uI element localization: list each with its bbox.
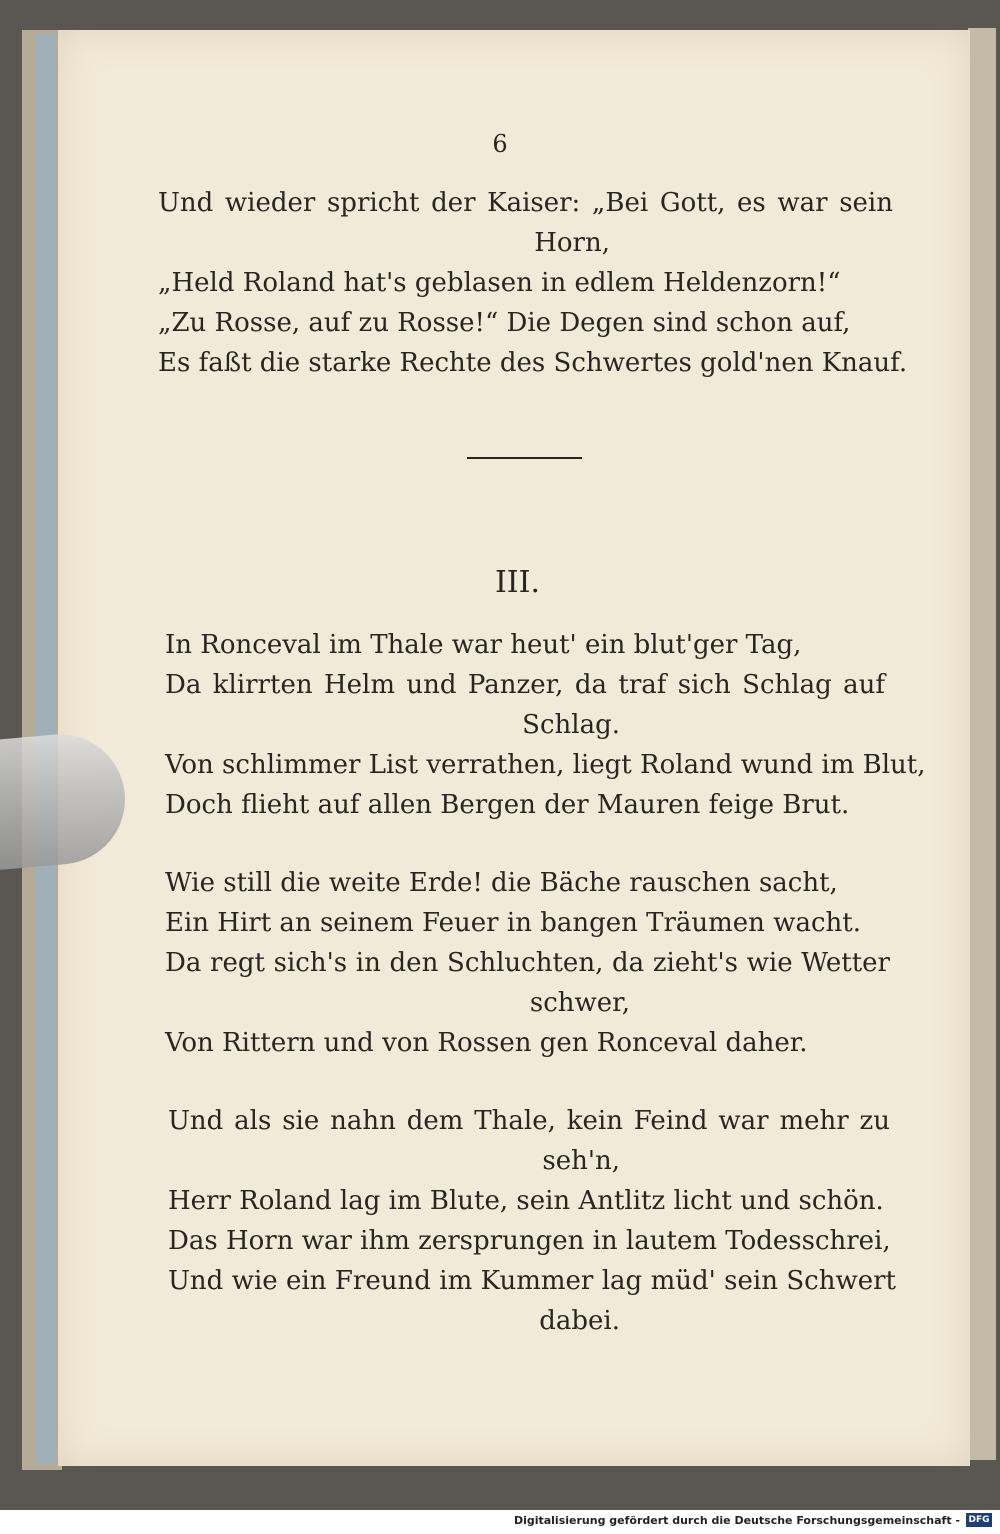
poem-line: Doch flieht auf allen Bergen der Mauren feige Brut. (165, 790, 850, 820)
digitization-credit: Digitalisierung gefördert durch die Deutsche Forschungsgemeinschaft - (513, 1514, 960, 1527)
poem-line: Von schlimmer List verrathen, liegt Roland wund im Blut, (165, 750, 926, 780)
poem-line-continuation: dabei. (539, 1306, 620, 1336)
poem-line: Da klirrten Helm und Panzer, da traf sich Schlag auf (165, 670, 885, 700)
poem-line: Und wieder spricht der Kaiser: „Bei Gott, es war sein (158, 188, 893, 218)
dfg-logo-icon: DFG (966, 1513, 992, 1527)
poem-line: Da regt sich's in den Schluchten, da zieht's wie Wetter (165, 948, 890, 978)
poem-line: Wie still die weite Erde! die Bäche rauschen sacht, (165, 868, 838, 898)
poem-line-continuation: Schlag. (522, 710, 620, 740)
poem-line-continuation: seh'n, (542, 1146, 620, 1176)
section-divider (467, 457, 582, 459)
book-cover-right (968, 28, 996, 1460)
poem-line-continuation: schwer, (529, 988, 630, 1018)
poem-line: Es faßt die starke Rechte des Schwertes gold'nen Knauf. (158, 348, 908, 378)
poem-line: Das Horn war ihm zersprungen in lautem Todesschrei, (168, 1226, 891, 1256)
poem-line: Und wie ein Freund im Kummer lag müd' sein Schwert (168, 1266, 896, 1296)
poem-line: Und als sie nahn dem Thale, kein Feind war mehr zu (168, 1106, 890, 1136)
poem-line: In Ronceval im Thale war heut' ein blut'ger Tag, (165, 630, 802, 660)
poem-line: Herr Roland lag im Blute, sein Antlitz licht und schön. (168, 1186, 884, 1216)
poem-line: „Held Roland hat's geblasen in edlem Heldenzorn!“ (158, 268, 841, 298)
poem-line: „Zu Rosse, auf zu Rosse!“ Die Degen sind schon auf, (158, 308, 851, 338)
poem-line: Ein Hirt an seinem Feuer in bangen Träumen wacht. (165, 908, 861, 938)
poem-line: Von Rittern und von Rossen gen Ronceval daher. (165, 1028, 808, 1058)
section-heading: III. (494, 565, 541, 600)
page-number: 6 (492, 130, 508, 158)
poem-line-continuation: Horn, (534, 228, 610, 258)
